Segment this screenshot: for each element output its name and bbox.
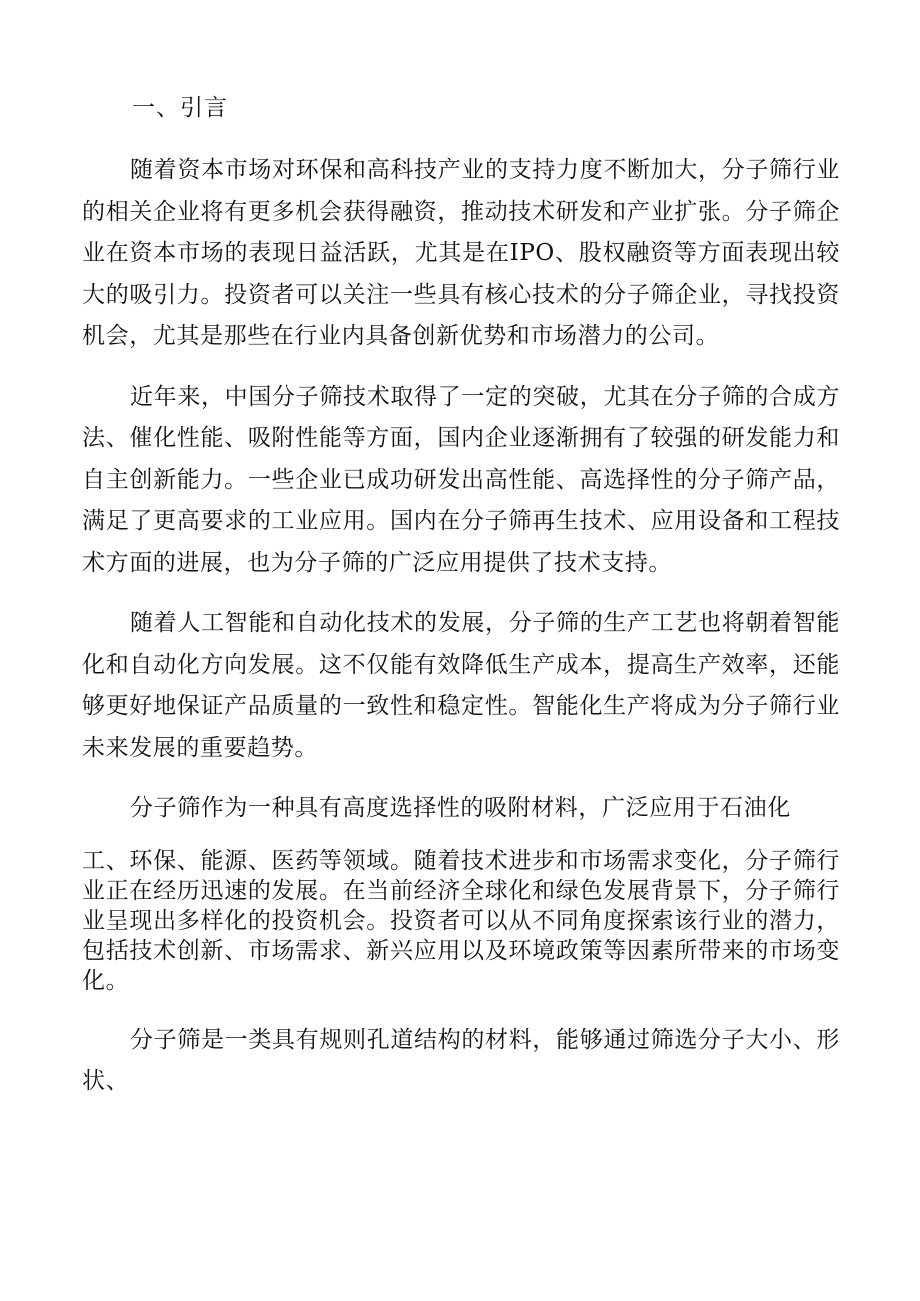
paragraph-automation: 随着人工智能和自动化技术的发展，分子筛的生产工艺也将朝着智能化和自动化方向发展。这不仅能有效降低生产成本，提高生产效率，还能够更好地保证产品质量的一致性和稳定性。智能化生产将成为分子筛行业未来发展的重要趋势。 bbox=[82, 610, 840, 761]
paragraph-technology-breakthrough: 近年来，中国分子筛技术取得了一定的突破，尤其在分子筛的合成方法、催化性能、吸附性能等方面，国内企业逐渐拥有了较强的研发能力和自主创新能力。一些企业已成功研发出高性能、高选择性的分子筛产品，满足了更高要求的工业应用。国内在分子筛再生技术、应用设备和工程技术方面的进展，也为分子筛的广泛应用提供了技术支持。 bbox=[82, 383, 840, 576]
paragraph-definition: 分子筛是一类具有规则孔道结构的材料，能够通过筛选分子大小、形状、 bbox=[82, 1026, 840, 1094]
paragraph-application-continued: 工、环保、能源、医药等领域。随着技术进步和市场需求变化，分子筛行业正在经历迅速的发展。在当前经济全球化和绿色发展背景下，分子筛行业呈现出多样化的投资机会。投资者可以从不同角度探索该行业的潜力，包括技术创新、市场需求、新兴应用以及环境政策等因素所带来的市场变化。 bbox=[82, 847, 840, 994]
paragraph-capital-market: 随着资本市场对环保和高科技产业的支持力度不断加大，分子筛行业的相关企业将有更多机会获得融资，推动技术研发和产业扩张。分子筛企业在资本市场的表现日益活跃，尤其是在IPO、股权融资等方面表现出较大的吸引力。投资者可以关注一些具有核心技术的分子筛企业，寻找投资机会，尤其是那些在行业内具备创新优势和市场潜力的公司。 bbox=[82, 157, 840, 349]
section-heading: 一、引言 bbox=[132, 95, 228, 121]
paragraph-application-start: 分子筛作为一种具有高度选择性的吸附材料，广泛应用于石油化 bbox=[130, 795, 791, 821]
document-page bbox=[82, 86, 840, 1122]
